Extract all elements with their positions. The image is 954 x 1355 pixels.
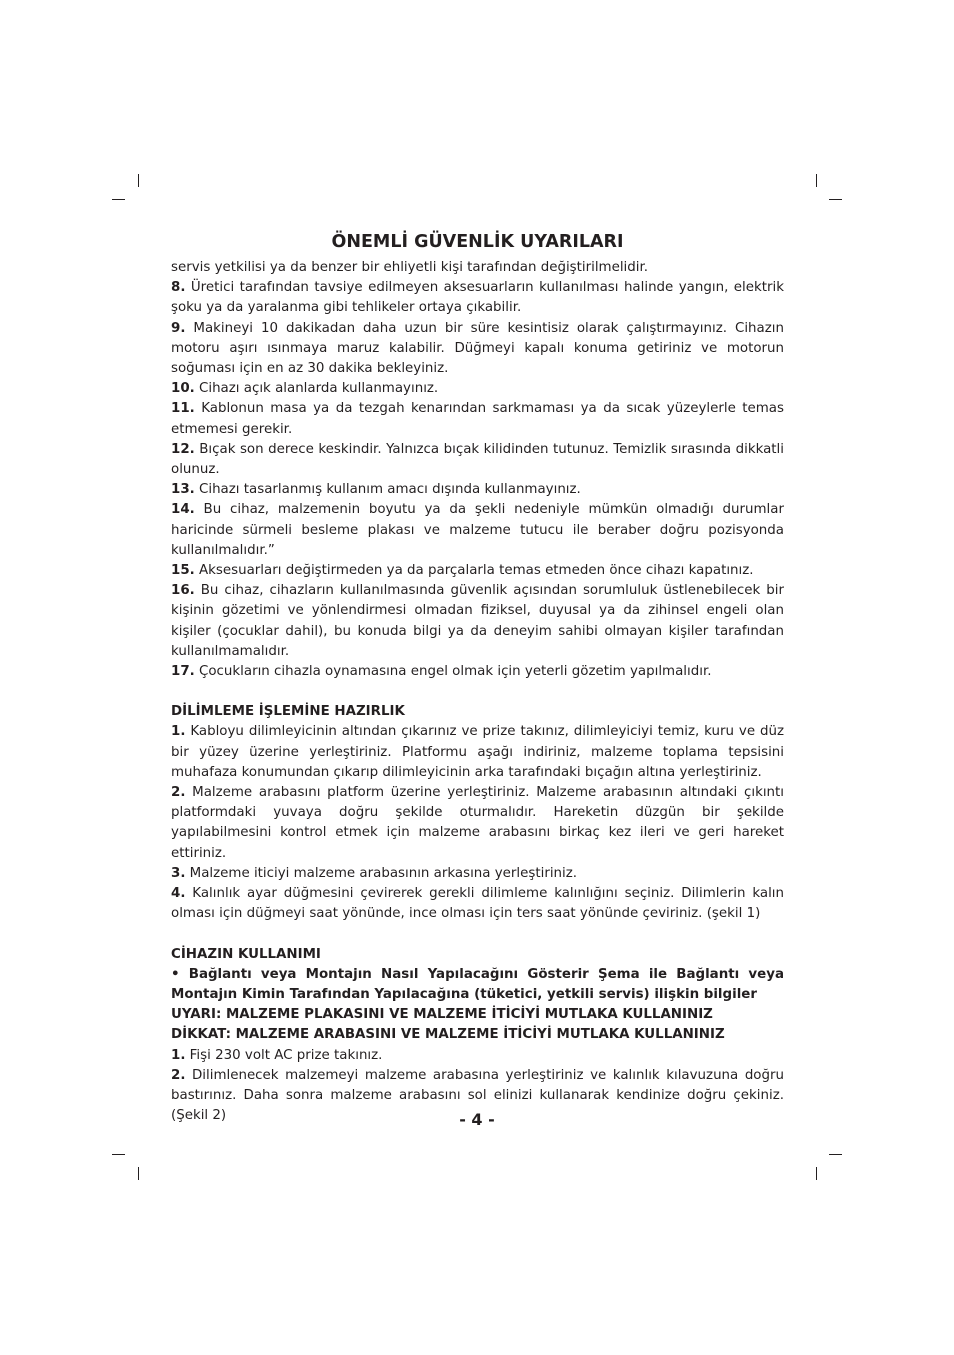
numbered-item	[171, 561, 784, 581]
item-number: 2.	[171, 785, 186, 801]
item-text: Makineyi 10 dakikadan daha uzun bir süre kesintisiz olarak çalıştırmayınız. Cihazın motoru aşırı ısınmaya maruz kalabilir. Düğmeyi kapalı konuma getiriniz ve motorun soğuması için en az 30 dakika bekleyiniz.	[171, 320, 784, 377]
numbered-item	[171, 480, 784, 500]
item-text: Kabloyu dilimleyicinin altından çıkarınız ve prize takınız, dilimleyiciyi temiz, kuru ve düz bir yüzey üzerine yerleştiriniz. Platformu aşağı indiriniz, malzeme toplama tepsisini muhafaza konumundan çıkarıp dilimleyicinin arka tarafındaki bıçağın altına yerleştiriniz.	[171, 724, 784, 780]
item-text: Cihazı açık alanlarda kullanmayınız.	[199, 381, 439, 397]
numbered-item	[171, 278, 784, 318]
page-number: - 4 -	[459, 1110, 495, 1129]
item-number: 9.	[171, 320, 186, 336]
item-number: 8.	[171, 280, 186, 296]
numbered-item	[171, 1046, 784, 1066]
item-text: Malzeme arabasını platform üzerine yerleştiriniz. Malzeme arabasının altındaki çıkıntı platformdaki yuvaya doğru şekilde oturmalıdır. Hareketin düzgün bir şekilde yapılabilmesini kontrol etmek için malzeme arabasını birkaç kez ileri ve geri hareket ettiriniz.	[171, 785, 784, 861]
numbered-item	[171, 783, 784, 864]
numbered-item	[171, 399, 784, 439]
item-number: 12.	[171, 441, 195, 457]
preparation-heading: DİLİMLEME İŞLEMİNE HAZIRLIK	[171, 704, 405, 720]
numbered-item	[171, 379, 784, 399]
page-title: ÖNEMLİ GÜVENLİK UYARILARI	[331, 232, 624, 252]
item-text: Aksesuarları değiştirmeden ya da parçalarla temas etmeden önce cihazı kapatınız.	[199, 563, 754, 579]
numbered-item	[171, 500, 784, 561]
item-number: 14.	[171, 502, 195, 518]
numbered-item	[171, 884, 784, 924]
crop-mark-bottom-right-vertical	[816, 1167, 817, 1180]
numbered-item	[171, 864, 784, 884]
item-text: Kablonun masa ya da tezgah kenarından sarkmaması ya da sıcak yüzeylerle temas etmemesi gerekir.	[171, 401, 784, 437]
numbered-item	[171, 319, 784, 380]
crop-mark-bottom-right-horizontal	[829, 1154, 842, 1155]
crop-mark-bottom-left-vertical	[138, 1167, 139, 1180]
item-text: Bu cihaz, cihazların kullanılmasında güvenlik açısından sorumluluk üstlenebilecek bir kişinin gözetimi ve yönlendirmesi olmadan fiziksel, duyusal ya da zihinsel engeli olan kişiler (çocuklar dahil), bu konuda bilgi ya da deneyim sahibi olmayan kişiler tarafından kullanılmamalıdır.	[171, 583, 784, 659]
usage-warning: UYARI: MALZEME PLAKASINI VE MALZEME İTİCİYİ MUTLAKA KULLANINIZ	[171, 1007, 713, 1023]
usage-heading: CİHAZIN KULLANIMI	[171, 946, 321, 962]
crop-mark-bottom-left-horizontal	[112, 1154, 125, 1155]
item-text: Bu cihaz, malzemenin boyutu ya da şekli nedeniyle mümkün olmadığı durumlar haricinde sürmeli besleme plakası ve malzeme tutucu ile beraber doğru pozisyonda kullanılmalıdır.”	[171, 502, 784, 558]
usage-caution: DİKKAT: MALZEME ARABASINI VE MALZEME İTİCİYİ MUTLAKA KULLANINIZ	[171, 1027, 725, 1043]
item-number: 11.	[171, 401, 195, 417]
preparation-list	[171, 722, 784, 924]
item-number: 13.	[171, 482, 195, 498]
page-content	[171, 230, 784, 1126]
safety-continuation: servis yetkilisi ya da benzer bir ehliyetli kişi tarafından değiştirilmelidir.	[171, 260, 649, 275]
item-text: Malzeme iticiyi malzeme arabasının arkasına yerleştiriniz.	[189, 865, 578, 881]
numbered-item	[171, 722, 784, 783]
safety-list	[171, 278, 784, 682]
item-number: 10.	[171, 381, 195, 397]
usage-bullet: • Bağlantı veya Montajın Nasıl Yapılacağını Gösterir Şema ile Bağlantı veya Montajın Kimin Tarafından Yapılacağına (tüketici, yetkili servis) ilişkin bilgiler	[171, 966, 784, 1002]
item-text: Bıçak son derece keskindir. Yalnızca bıçak kilidinden tutunuz. Temizlik sırasında dikkatli olunuz.	[171, 441, 784, 478]
item-text: Kalınlık ayar düğmesini çevirerek gerekli dilimleme kalınlığını seçiniz. Dilimlerin kalın olması için düğmeyi saat yönünde, ince olması için ters saat yönünde çeviriniz. (şekil 1)	[171, 886, 784, 922]
item-text: Fişi 230 volt AC prize takınız.	[189, 1047, 383, 1063]
crop-mark-top-right-vertical	[816, 174, 817, 187]
crop-mark-top-left-vertical	[138, 174, 139, 187]
item-number: 16.	[171, 583, 195, 599]
item-number: 1.	[171, 1047, 186, 1063]
item-text: Dilimlenecek malzemeyi malzeme arabasına yerleştiriniz ve kalınlık kılavuzuna doğru bastırınız. Daha sonra malzeme arabasını sol elinizi kullanarak kendinize doğru çekiniz. (Şekil 2)	[171, 1067, 784, 1124]
item-number: 1.	[171, 724, 186, 740]
item-number: 3.	[171, 865, 186, 881]
item-text: Cihazı tasarlanmış kullanım amacı dışında kullanmayınız.	[199, 482, 581, 498]
item-number: 2.	[171, 1067, 186, 1083]
item-text: Üretici tarafından tavsiye edilmeyen aksesuarların kullanılması halinde yangın, elektrik şoku ya da yaralanma gibi tehlikeler ortaya çıkabilir.	[171, 280, 784, 316]
crop-mark-top-left-horizontal	[112, 199, 125, 200]
item-number: 15.	[171, 563, 195, 579]
numbered-item	[171, 440, 784, 480]
numbered-item	[171, 581, 784, 662]
item-number: 4.	[171, 886, 186, 902]
item-number: 17.	[171, 664, 195, 680]
numbered-item	[171, 662, 784, 682]
item-text: Çocukların cihazla oynamasına engel olmak için yeterli gözetim yapılmalıdır.	[199, 664, 712, 680]
crop-mark-top-right-horizontal	[829, 199, 842, 200]
